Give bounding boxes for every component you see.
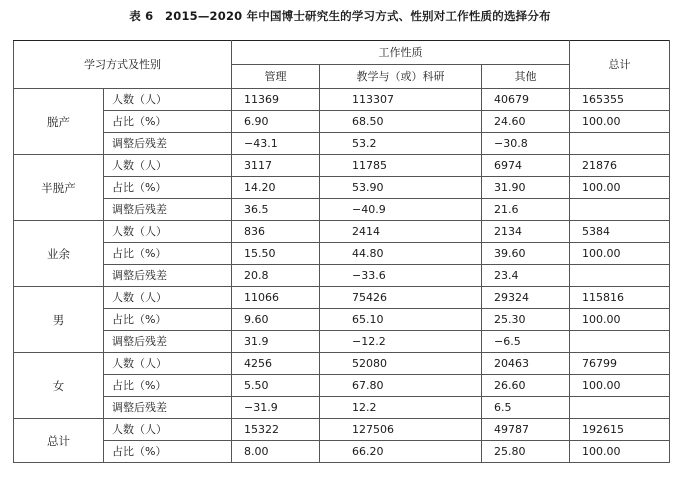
cell-total: 192615	[570, 419, 670, 441]
cell-teaching-research: −12.2	[320, 331, 482, 353]
table-row	[14, 419, 670, 441]
metric-label: 人数（人）	[104, 221, 232, 243]
metric-label: 人数（人）	[104, 353, 232, 375]
cell-other: −30.8	[482, 133, 570, 155]
cell-management: 15.50	[232, 243, 320, 265]
cell-other: 31.90	[482, 177, 570, 199]
cell-total: 100.00	[570, 111, 670, 133]
table-row	[14, 199, 670, 221]
cell-other: 24.60	[482, 111, 570, 133]
cell-management: −43.1	[232, 133, 320, 155]
metric-label: 人数（人）	[104, 89, 232, 111]
cell-other: −6.5	[482, 331, 570, 353]
cell-management: 31.9	[232, 331, 320, 353]
cell-total: 100.00	[570, 177, 670, 199]
cell-total: 165355	[570, 89, 670, 111]
cell-management: 4256	[232, 353, 320, 375]
table-row	[14, 353, 670, 375]
column-header-other: 其他	[482, 65, 570, 89]
cell-management: 3117	[232, 155, 320, 177]
metric-label: 调整后残差	[104, 331, 232, 353]
table-row	[14, 243, 670, 265]
table-row	[14, 265, 670, 287]
cell-other: 25.80	[482, 441, 570, 463]
cell-total: 76799	[570, 353, 670, 375]
cell-management: −31.9	[232, 397, 320, 419]
cell-other: 2134	[482, 221, 570, 243]
cell-other: 23.4	[482, 265, 570, 287]
data-table	[13, 40, 670, 463]
table-row	[14, 221, 670, 243]
cell-teaching-research: 68.50	[320, 111, 482, 133]
cell-total: 100.00	[570, 309, 670, 331]
metric-label: 调整后残差	[104, 265, 232, 287]
table-row	[14, 133, 670, 155]
cell-teaching-research: 75426	[320, 287, 482, 309]
group-label: 男	[14, 287, 104, 353]
table-row	[14, 441, 670, 463]
cell-total	[570, 265, 670, 287]
metric-label: 人数（人）	[104, 419, 232, 441]
cell-management: 836	[232, 221, 320, 243]
cell-total: 115816	[570, 287, 670, 309]
metric-label: 占比（%）	[104, 243, 232, 265]
cell-teaching-research: −40.9	[320, 199, 482, 221]
cell-management: 11066	[232, 287, 320, 309]
table-row	[14, 375, 670, 397]
group-label: 半脱产	[14, 155, 104, 221]
cell-teaching-research: 53.90	[320, 177, 482, 199]
group-label: 女	[14, 353, 104, 419]
table-body	[14, 89, 670, 463]
cell-management: 8.00	[232, 441, 320, 463]
cell-other: 21.6	[482, 199, 570, 221]
cell-other: 49787	[482, 419, 570, 441]
metric-label: 占比（%）	[104, 309, 232, 331]
cell-total: 100.00	[570, 243, 670, 265]
cell-total	[570, 133, 670, 155]
cell-teaching-research: 12.2	[320, 397, 482, 419]
cell-teaching-research: 11785	[320, 155, 482, 177]
cell-total: 21876	[570, 155, 670, 177]
table-row	[14, 309, 670, 331]
row-group-header: 学习方式及性别	[14, 41, 232, 89]
cell-total: 5384	[570, 221, 670, 243]
metric-label: 调整后残差	[104, 397, 232, 419]
group-label: 总计	[14, 419, 104, 463]
table-caption: 表 6 2015—2020 年中国博士研究生的学习方式、性别对工作性质的选择分布	[129, 9, 551, 23]
cell-management: 9.60	[232, 309, 320, 331]
cell-teaching-research: 53.2	[320, 133, 482, 155]
cell-teaching-research: 113307	[320, 89, 482, 111]
cell-teaching-research: 127506	[320, 419, 482, 441]
cell-management: 20.8	[232, 265, 320, 287]
cell-teaching-research: 44.80	[320, 243, 482, 265]
column-header-management: 管理	[232, 65, 320, 89]
group-label: 脱产	[14, 89, 104, 155]
cell-other: 20463	[482, 353, 570, 375]
column-group-header: 工作性质	[232, 41, 570, 65]
cell-teaching-research: 66.20	[320, 441, 482, 463]
cell-teaching-research: 67.80	[320, 375, 482, 397]
metric-label: 占比（%）	[104, 441, 232, 463]
metric-label: 占比（%）	[104, 375, 232, 397]
cell-total: 100.00	[570, 441, 670, 463]
metric-label: 调整后残差	[104, 133, 232, 155]
cell-total: 100.00	[570, 375, 670, 397]
cell-other: 6974	[482, 155, 570, 177]
table-row	[14, 155, 670, 177]
metric-label: 人数（人）	[104, 287, 232, 309]
cell-management: 14.20	[232, 177, 320, 199]
cell-teaching-research: 2414	[320, 221, 482, 243]
cell-total	[570, 397, 670, 419]
table-row	[14, 89, 670, 111]
table-row	[14, 287, 670, 309]
cell-management: 6.90	[232, 111, 320, 133]
cell-teaching-research: −33.6	[320, 265, 482, 287]
cell-management: 11369	[232, 89, 320, 111]
metric-label: 占比（%）	[104, 111, 232, 133]
group-label: 业余	[14, 221, 104, 287]
cell-management: 5.50	[232, 375, 320, 397]
cell-other: 29324	[482, 287, 570, 309]
cell-other: 26.60	[482, 375, 570, 397]
metric-label: 人数（人）	[104, 155, 232, 177]
metric-label: 占比（%）	[104, 177, 232, 199]
cell-management: 15322	[232, 419, 320, 441]
cell-total	[570, 199, 670, 221]
table-row	[14, 111, 670, 133]
metric-label: 调整后残差	[104, 199, 232, 221]
cell-teaching-research: 65.10	[320, 309, 482, 331]
table-row	[14, 177, 670, 199]
table-row	[14, 397, 670, 419]
total-column-header: 总计	[570, 41, 670, 89]
cell-total	[570, 331, 670, 353]
cell-management: 36.5	[232, 199, 320, 221]
table-row	[14, 331, 670, 353]
cell-teaching-research: 52080	[320, 353, 482, 375]
column-header-teaching-research: 教学与（或）科研	[320, 65, 482, 89]
cell-other: 40679	[482, 89, 570, 111]
cell-other: 39.60	[482, 243, 570, 265]
cell-other: 25.30	[482, 309, 570, 331]
cell-other: 6.5	[482, 397, 570, 419]
